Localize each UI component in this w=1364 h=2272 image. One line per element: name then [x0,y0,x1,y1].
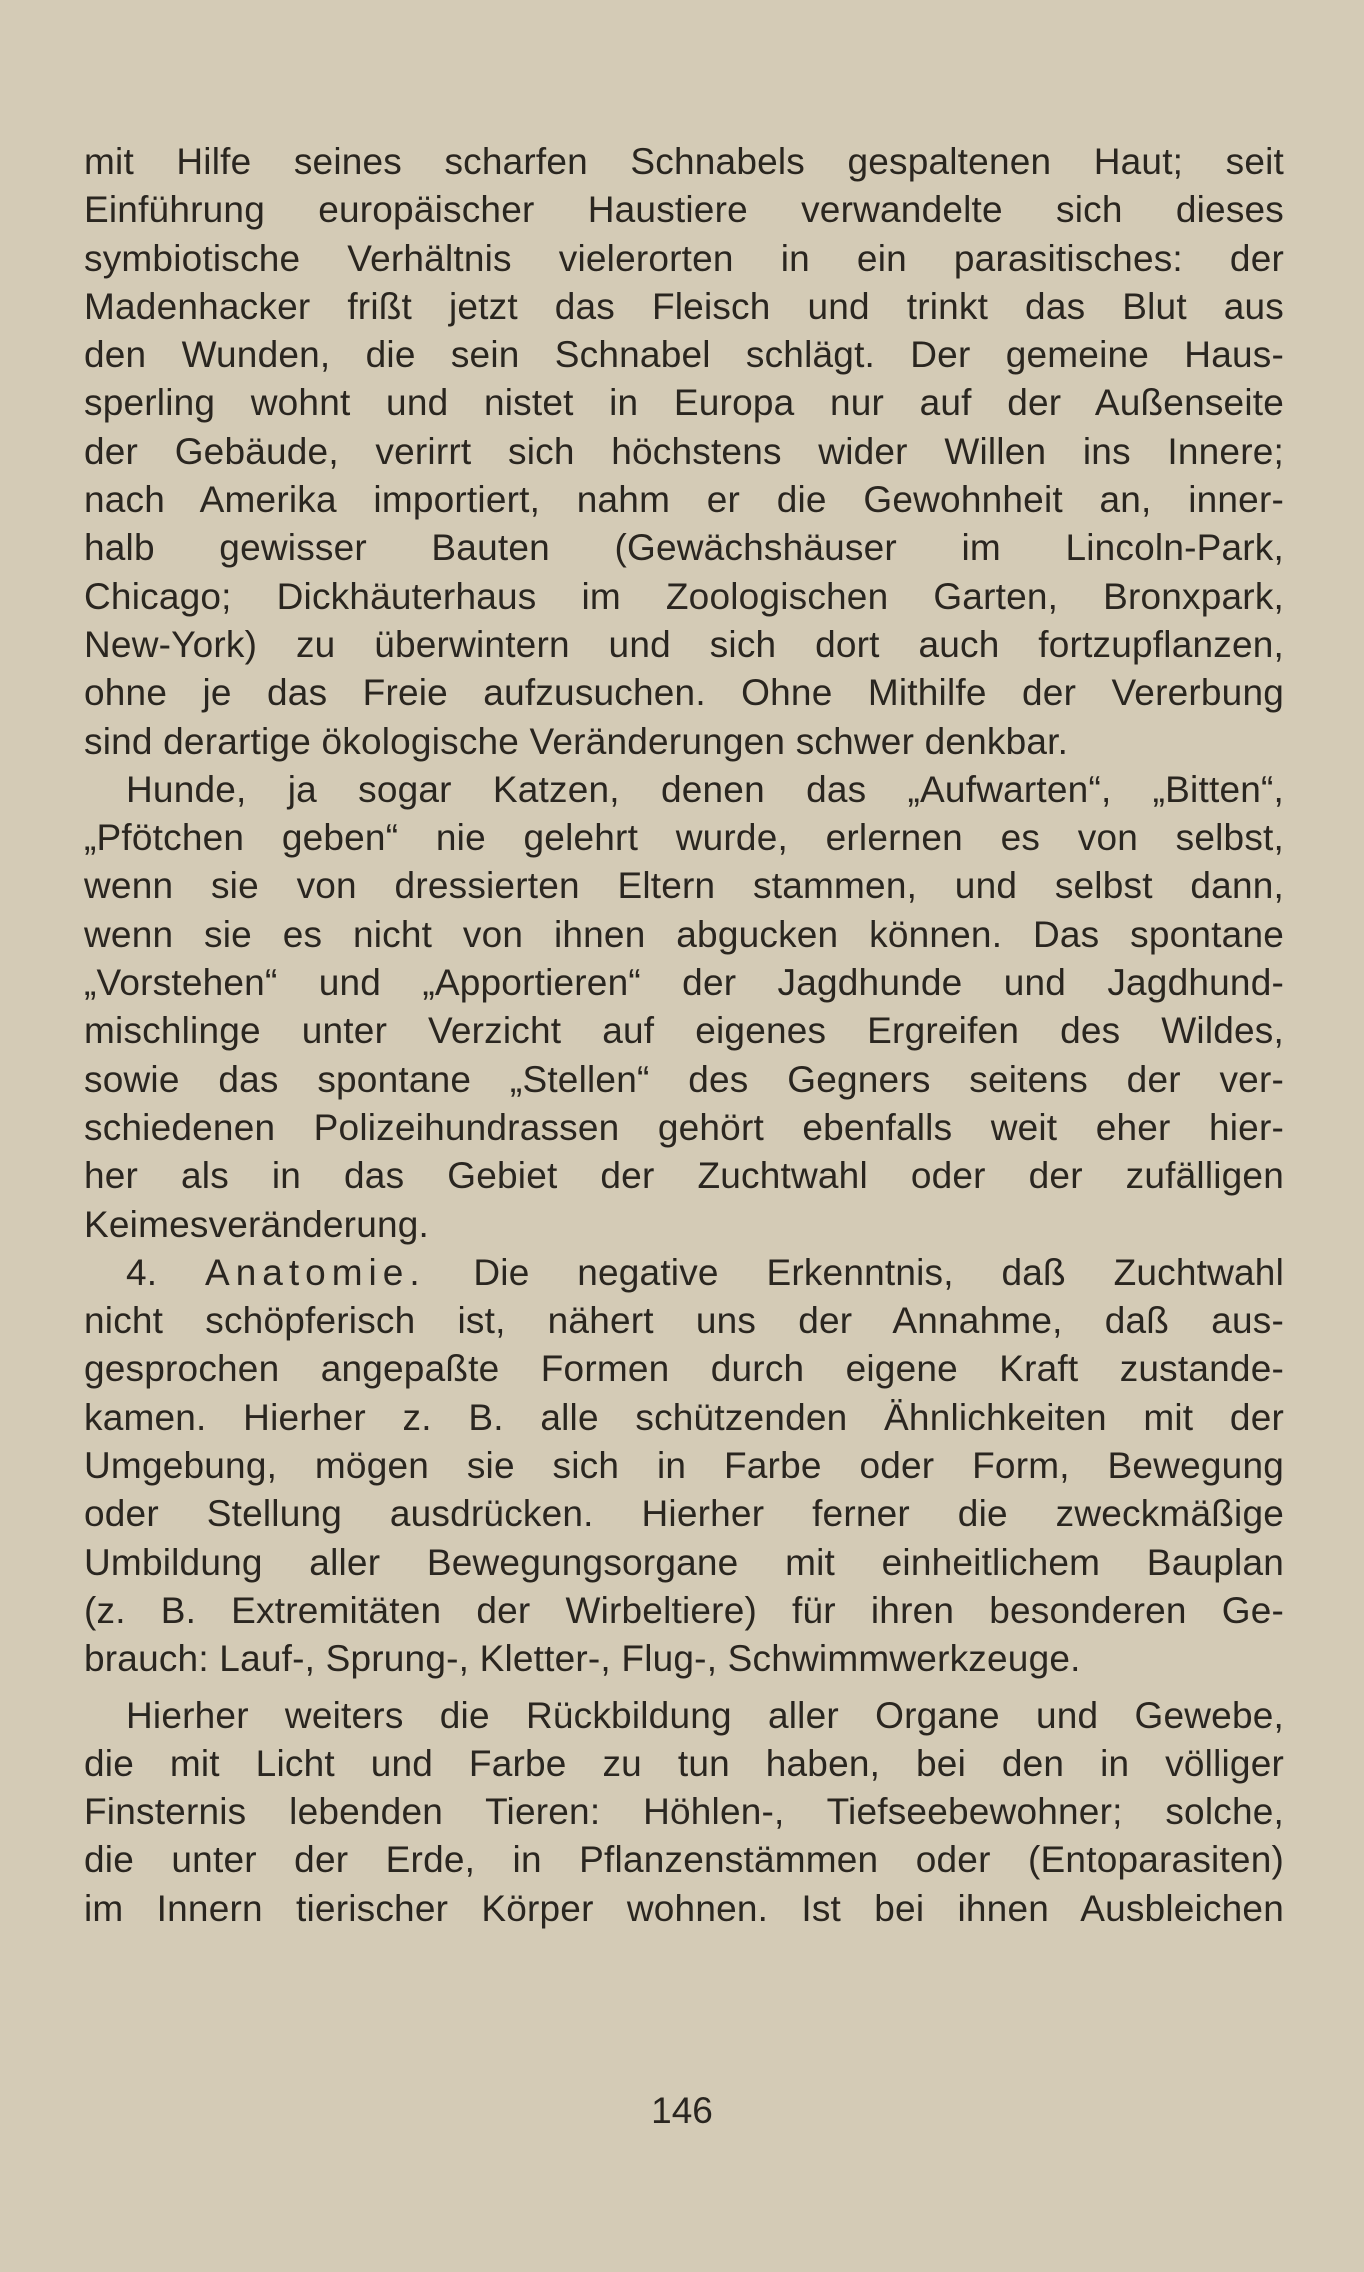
text-line: oder Stellung ausdrücken. Hierher ferner die zweckmäßige [84,1493,1284,1535]
text-line: im Innern tierischer Körper wohnen. Ist bei ihnen Ausbleichen [84,1887,1284,1929]
section-line-text: Die negative Erkenntnis, daß Zuchtwahl [473,1251,1285,1293]
text-line: (z. B. Extremitäten der Wirbeltiere) für ihren besonderen Ge- [84,1589,1284,1631]
text-line: symbiotische Verhältnis vielerorten in ein parasitisches: der [84,237,1284,279]
text-line: die mit Licht und Farbe zu tun haben, bei den in völliger [84,1742,1284,1784]
text-line: Chicago; Dickhäuterhaus im Zoologischen Garten, Bronxpark, [84,575,1284,617]
text-line: die unter der Erde, in Pflanzenstämmen oder (Entoparasiten) [84,1839,1284,1881]
text-line: den Wunden, die sein Schnabel schlägt. Der gemeine Haus- [84,334,1284,376]
text-line: halb gewisser Bauten (Gewächshäuser im Lincoln-Park, [84,527,1284,569]
text-line: nicht schöpferisch ist, nähert uns der Annahme, daß aus- [84,1300,1284,1342]
text-line: Madenhacker frißt jetzt das Fleisch und trinkt das Blut aus [84,285,1284,327]
text-line: „Vorstehen“ und „Apportieren“ der Jagdhunde und Jagdhund- [84,962,1284,1004]
section-line [84,1249,1284,1297]
text-line: Hierher weiters die Rückbildung aller Organe und Gewebe, [126,1694,1284,1736]
text-line: sowie das spontane „Stellen“ des Gegners seitens der ver- [84,1058,1284,1100]
text-line: mischlinge unter Verzicht auf eigenes Ergreifen des Wildes, [84,1010,1284,1052]
text-line: sperling wohnt und nistet in Europa nur auf der Außenseite [84,382,1284,424]
text-line: Umbildung aller Bewegungsorgane mit einheitlichem Bauplan [84,1541,1284,1583]
text-line: New-York) zu überwintern und sich dort auch fortzupflanzen, [84,623,1284,665]
section-number: 4. [126,1251,158,1293]
text-line: wenn sie es nicht von ihnen abgucken können. Das spontane [84,913,1284,955]
text-line: Umgebung, mögen sie sich in Farbe oder Form, Bewegung [84,1445,1284,1487]
text-line: sind derartige ökologische Veränderungen schwer denkbar. [84,720,1069,762]
text-line: Keimesveränderung. [84,1203,430,1245]
text-line: ohne je das Freie aufzusuchen. Ohne Mithilfe der Vererbung [84,672,1284,714]
section-heading: Anatomie. [205,1251,426,1293]
text-line: schiedenen Polizeihundrassen gehört ebenfalls weit eher hier- [84,1106,1284,1148]
text-line: brauch: Lauf-, Sprung-, Kletter-, Flug-, Schwimmwerkzeuge. [84,1638,1081,1680]
text-line: der Gebäude, verirrt sich höchstens wider Willen ins Innere; [84,430,1284,472]
text-line: Einführung europäischer Haustiere verwandelte sich dieses [84,189,1284,231]
text-line: her als in das Gebiet der Zuchtwahl oder der zufälligen [84,1155,1284,1197]
text-line: gesprochen angepaßte Formen durch eigene Kraft zustande- [84,1348,1284,1390]
text-line: Hunde, ja sogar Katzen, denen das „Aufwarten“, „Bitten“, [126,768,1284,810]
text-line: Finsternis lebenden Tieren: Höhlen-, Tiefseebewohner; solche, [84,1791,1284,1833]
paragraph-gap [84,1684,1284,1692]
text-line: kamen. Hierher z. B. alle schützenden Ähnlichkeiten mit der [84,1396,1284,1438]
body-text [84,138,1284,1933]
text-line: nach Amerika importiert, nahm er die Gewohnheit an, inner- [84,479,1284,521]
text-line: wenn sie von dressierten Eltern stammen, und selbst dann, [84,865,1284,907]
text-line: „Pfötchen geben“ nie gelehrt wurde, erlernen es von selbst, [84,817,1284,859]
text-line: mit Hilfe seines scharfen Schnabels gespaltenen Haut; seit [84,141,1284,182]
page-number: 146 [651,2090,713,2131]
